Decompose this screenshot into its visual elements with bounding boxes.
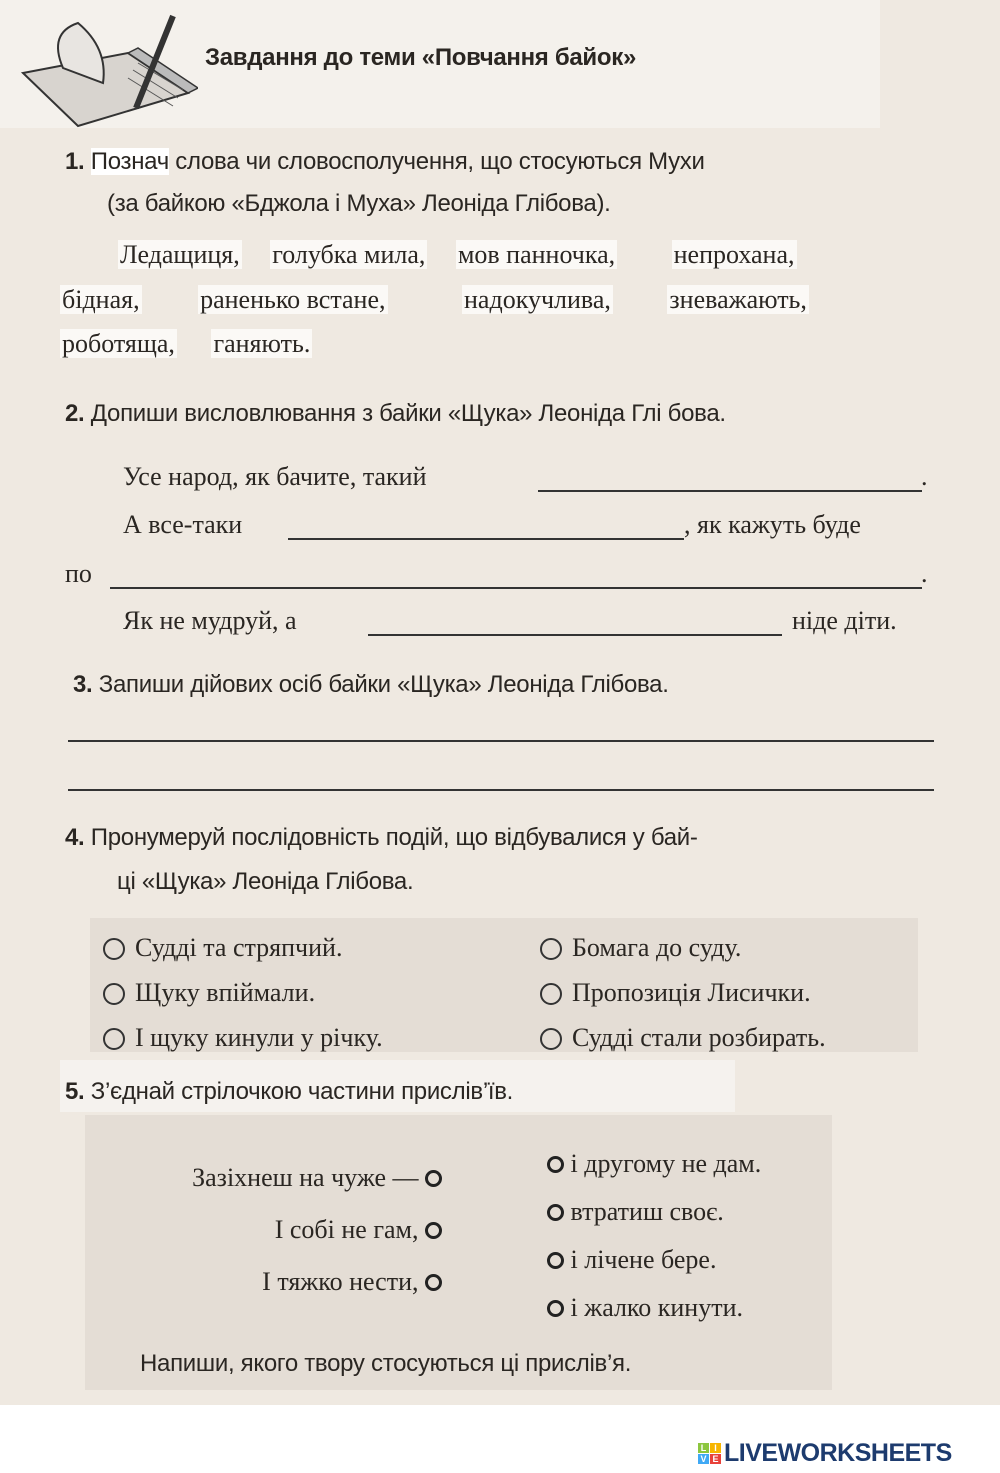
proverb-end: втратиш своє. xyxy=(547,1188,761,1236)
circle-marker[interactable] xyxy=(547,1204,564,1221)
task5-text: З’єднай стрілочкою частини прислів’їв. xyxy=(90,1078,514,1105)
circle-marker[interactable] xyxy=(103,938,125,960)
period: . xyxy=(921,462,928,491)
task4-number: 4. xyxy=(65,824,85,851)
task1-text1: слова чи словосполучення, що стосуються Мухи xyxy=(175,148,705,175)
event-item: Пропозиція Лисички. xyxy=(540,970,826,1015)
worksheet-title: Завдання до теми «Повчання байок» xyxy=(205,44,636,71)
proverb-start: І тяжко нести, xyxy=(192,1256,442,1308)
circle-marker[interactable] xyxy=(540,938,562,960)
answer-input[interactable] xyxy=(538,462,922,492)
circle-marker[interactable] xyxy=(540,1028,562,1050)
proverb-end: і лічене бере. xyxy=(547,1236,761,1284)
word-option[interactable]: бідная, xyxy=(62,285,140,314)
word-option[interactable]: непрохана, xyxy=(673,240,795,269)
event-item: І щуку кинули у річку. xyxy=(103,1015,383,1060)
answer-input[interactable] xyxy=(68,761,934,791)
circle-marker[interactable] xyxy=(425,1222,442,1239)
circle-marker[interactable] xyxy=(425,1170,442,1187)
circle-marker[interactable] xyxy=(547,1156,564,1173)
task1-text2: (за байкою «Бджола і Муха» Леоніда Глібова). xyxy=(107,190,611,217)
period: . xyxy=(921,559,928,588)
proverb-start: І собі не гам, xyxy=(192,1204,442,1256)
event-item: Щуку впіймали. xyxy=(103,970,383,1015)
liveworksheets-logo: L I V E LIVEWORKSHEETS xyxy=(698,1439,952,1468)
word-option[interactable]: раненько встане, xyxy=(200,285,386,314)
task2-line2a: А все-таки xyxy=(123,510,243,539)
task2-line4b: ніде діти. xyxy=(792,606,897,635)
task3-number: 3. xyxy=(73,671,93,698)
book-pen-icon xyxy=(18,8,198,128)
word-option[interactable]: надокучлива, xyxy=(464,285,611,314)
event-item: Судді та стряпчий. xyxy=(103,925,383,970)
circle-marker[interactable] xyxy=(103,983,125,1005)
task3-text: Запиши дійових осіб байки «Щука» Леоніда Глібова. xyxy=(98,671,669,698)
task4-text1: Пронумеруй послідовність подій, що відбувалися у бай- xyxy=(90,824,698,851)
word-option[interactable]: ганяють. xyxy=(213,329,311,358)
proverb-end: і другому не дам. xyxy=(547,1140,761,1188)
logo-text: LIVEWORKSHEETS xyxy=(724,1439,952,1467)
event-item: Судді стали розбирать. xyxy=(540,1015,826,1060)
answer-input[interactable] xyxy=(68,712,934,742)
word-option[interactable]: зневажають, xyxy=(669,285,807,314)
task5-footer: Напиши, якого твору стосуються ці прислів’я. xyxy=(140,1350,632,1377)
word-option[interactable]: роботяща, xyxy=(62,329,175,358)
circle-marker[interactable] xyxy=(425,1274,442,1291)
circle-marker[interactable] xyxy=(540,983,562,1005)
answer-input[interactable] xyxy=(288,510,684,540)
task2-number: 2. xyxy=(65,400,85,427)
task5-number: 5. xyxy=(65,1078,85,1105)
event-item: Бомага до суду. xyxy=(540,925,826,970)
task4-text2: ці «Щука» Леоніда Глібова. xyxy=(117,868,414,895)
word-option[interactable]: Ледащиця, xyxy=(120,240,240,269)
answer-input[interactable] xyxy=(110,559,922,589)
word-option[interactable]: мов панночка, xyxy=(457,240,616,269)
circle-marker[interactable] xyxy=(547,1252,564,1269)
task2-line4a: Як не мудруй, а xyxy=(123,606,297,635)
task2-line3: по xyxy=(65,559,92,588)
task1-number: 1. xyxy=(65,148,85,175)
proverb-start: Зазіхнеш на чуже — xyxy=(192,1152,442,1204)
task2-line2b: , як кажуть буде xyxy=(684,510,861,539)
word-option[interactable]: голубка мила, xyxy=(272,240,426,269)
task1-lead: Познач xyxy=(90,148,169,175)
task2-text: Допиши висловлювання з байки «Щука» Леоніда Глі бова. xyxy=(90,400,726,427)
proverb-end: і жалко кинути. xyxy=(547,1284,761,1332)
circle-marker[interactable] xyxy=(547,1300,564,1317)
task2-line1: Усе народ, як бачите, такий xyxy=(123,462,427,491)
circle-marker[interactable] xyxy=(103,1028,125,1050)
answer-input[interactable] xyxy=(368,606,782,636)
